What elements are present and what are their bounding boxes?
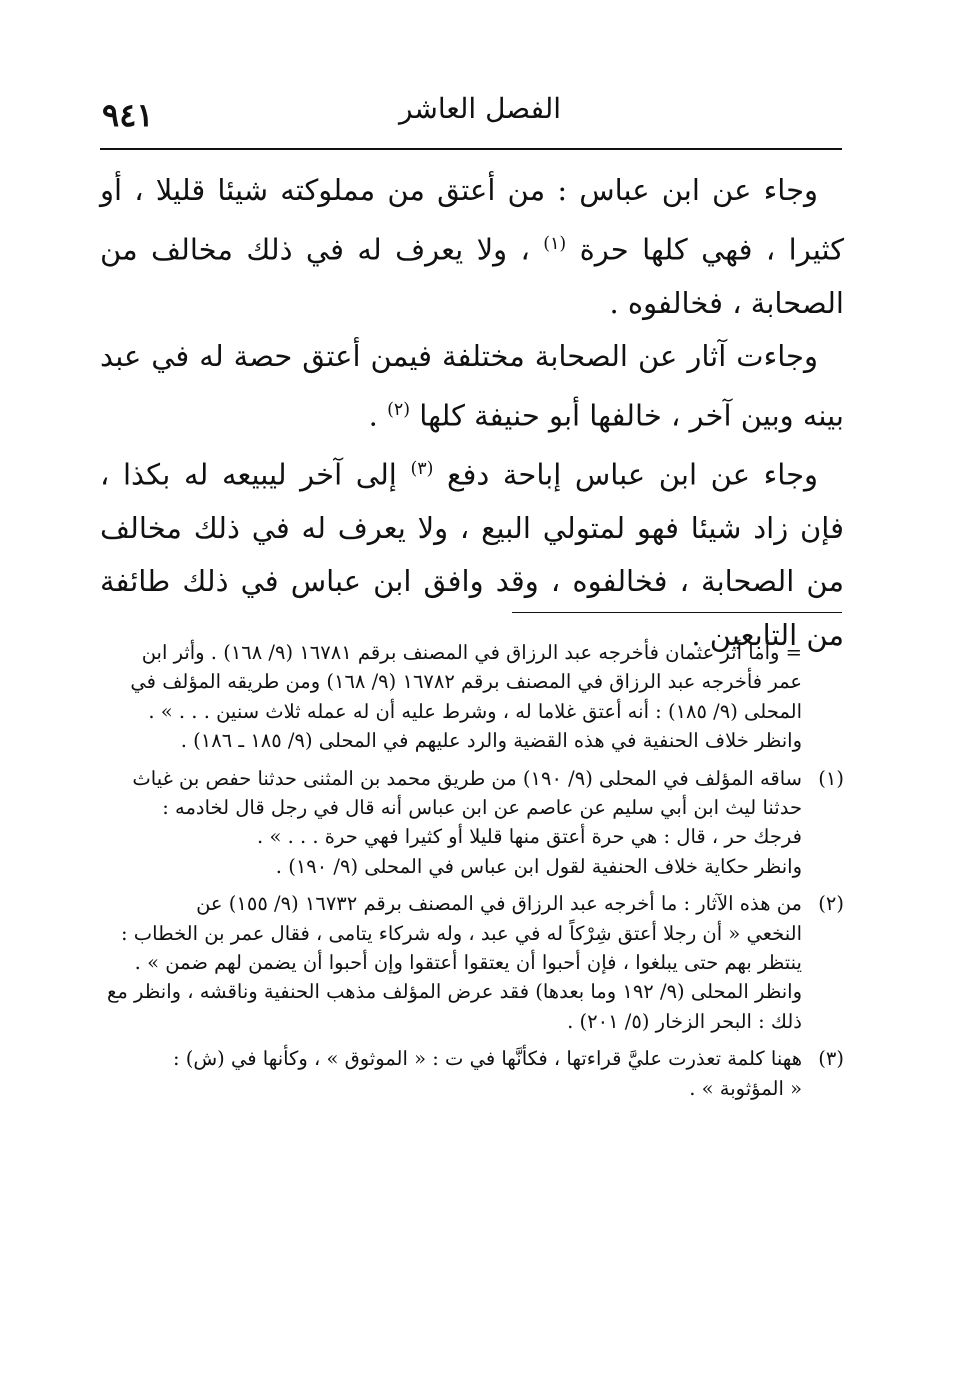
footnote-line: المحلى (٩/ ١٨٥) : أنه أعتق غلاما له ، وشرط عليه أن له عمله ثلاث سنين . . . » . — [148, 699, 802, 723]
footnote-number: (٣) — [818, 1047, 844, 1071]
paragraph-2 — [100, 330, 844, 443]
header-rule — [100, 148, 842, 150]
footnote-number: (٢) — [818, 892, 844, 916]
footnote-1 — [100, 764, 844, 882]
footnote-line: = وأما أثر عثمان فأخرجه عبد الرزاق في المصنف برقم ١٦٧٨١ (٩/ ١٦٨) . وأثر ابن — [141, 641, 802, 664]
paragraph-2-text: وجاءت آثار عن الصحابة مختلفة فيمن أعتق حصة له في عبد بينه وبين آخر ، خالفها أبو حنيفة كلها — [100, 339, 844, 433]
main-text — [100, 164, 844, 662]
running-title: الفصل العاشر — [398, 92, 562, 125]
page-number: ٩٤١ — [102, 96, 154, 134]
footnote-line: وانظر حكاية خلاف الحنفية لقول ابن عباس في المحلى (٩/ ١٩٠) . — [275, 854, 802, 878]
footnote-line: عمر فأخرجه عبد الرزاق في المصنف برقم ١٦٧٨٢ (٩/ ١٦٨) ومن طريقه المؤلف في — [130, 670, 802, 694]
footnote-line: وانظر خلاف الحنفية في هذه القضية والرد عليهم في المحلى (٩/ ١٨٥ ـ ١٨٦) . — [180, 729, 802, 753]
footnote-ref-3: (٣) — [410, 458, 434, 479]
footnote-line: من هذه الآثار : ما أخرجه عبد الرزاق في المصنف برقم ١٦٧٣٢ (٩/ ١٥٥) عن — [196, 892, 802, 916]
footnote-line: ساقه المؤلف في المحلى (٩/ ١٩٠) من طريق محمد بن المثنى حدثنا حفص بن غياث — [132, 766, 802, 790]
footnote-line: النخعي « أن رجلا أعتق شِرْكاً له في عبد ، وله شركاء يتامى ، فقال عمر بن الخطاب : — [121, 921, 802, 945]
paragraph-2-continuation: . — [368, 398, 378, 433]
footnote-line: فرجك حر ، قال : هي حرة أعتق منها قليلا أو كثيرا فهي حرة . . . » . — [257, 825, 802, 849]
footnote-line: وانظر المحلى (٩/ ١٩٢ وما بعدها) فقد عرض المؤلف مذهب الحنفية وناقشه ، وانظر مع — [107, 980, 802, 1004]
footnote-separator — [512, 612, 842, 613]
paragraph-3 — [100, 443, 844, 663]
paragraph-1 — [100, 164, 844, 330]
footnote-line: « المؤثوبة » . — [689, 1076, 802, 1100]
footnote-ref-1: (١) — [543, 233, 567, 254]
paragraph-3-text: وجاء عن ابن عباس إباحة دفع — [447, 457, 819, 492]
footnote-line: ينتظر بهم حتى يبلغوا ، فإن أحبوا أن يعتقوا أعتقوا وإن أحبوا أن يضمن لهم ضمن » . — [134, 951, 802, 975]
footnote-2 — [100, 889, 844, 1036]
paragraph-1-continuation: ، ولا يعرف له في ذلك مخالف من الصحابة ، فخالفوه . — [100, 232, 844, 320]
footnote-line: حدثنا ليث ابن أبي سليم عن عاصم عن ابن عباس أنه قال في رجل قال لخادمه : — [162, 796, 802, 820]
footnote-3 — [100, 1044, 844, 1103]
footnotes — [100, 638, 844, 1103]
footnote-continuation — [100, 638, 844, 756]
paragraph-1-text: وجاء عن ابن عباس : من أعتق من مملوكته شيئا قليلا ، أو كثيرا ، فهي كلها حرة — [100, 173, 845, 267]
footnote-ref-2: (٢) — [387, 399, 411, 420]
footnote-line: ههنا كلمة تعذرت عليَّ قراءتها ، فكأنَّها في ت : « الموثوق » ، وكأنها في (ش) : — [173, 1047, 802, 1071]
footnote-number: (١) — [818, 766, 844, 790]
footnote-line: ذلك : البحر الزخار (٥/ ٢٠١) . — [567, 1009, 802, 1033]
paragraph-3-continuation: إلى آخر ليبيعه له بكذا ، فإن زاد شيئا فهو لمتولي البيع ، ولا يعرف له في ذلك مخالف من الصحابة ، فخالفوه ، وقد وافق ابن عباس في ذلك طائفة من التابعين . — [100, 457, 844, 652]
